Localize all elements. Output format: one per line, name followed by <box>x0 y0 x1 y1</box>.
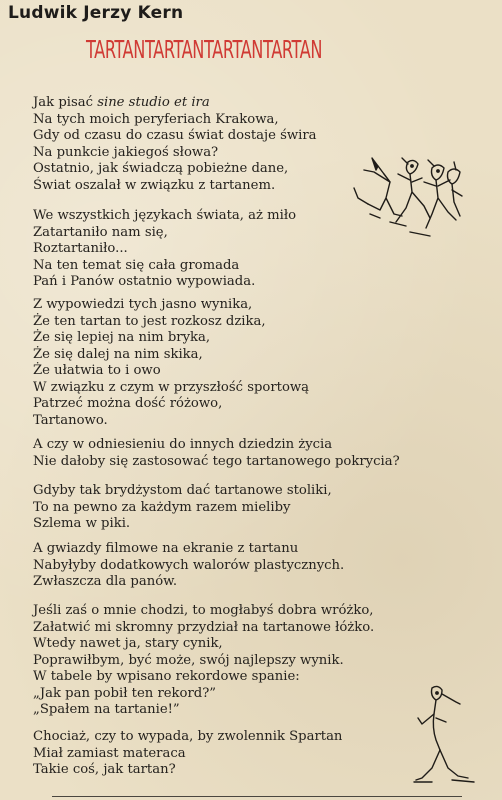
poem-line: Że ten tartan to jest rozkosz dzika, <box>33 313 266 329</box>
poem-line: Zatartaniło nam się, <box>33 224 168 240</box>
poem-line: Roztartaniło... <box>33 241 128 256</box>
sleeping-figure-drawing <box>412 684 480 788</box>
poem-line: Takie coś, jak tartan? <box>33 762 176 777</box>
poem-line: To na pewno za każdym razem mieliby <box>33 499 291 515</box>
poem-line-text: Jak pisać sine studio et ira <box>33 95 210 110</box>
poem-line: Jeśli zaś o mnie chodzi, to mogłabyś dobra wróżko, <box>33 603 374 618</box>
author-name: Ludwik Jerzy Kern <box>8 3 184 23</box>
poem-line: „Jak pan pobił ten rekord?” <box>33 685 217 701</box>
poem-line: „Spałem na tartanie!” <box>33 702 180 717</box>
poem-line: Zwłaszcza dla panów. <box>33 574 178 589</box>
latin-phrase: sine studio et ira <box>97 95 210 110</box>
stanza-1 <box>33 95 317 194</box>
poem-line: W tabele by wpisano rekordowe spanie: <box>33 669 300 684</box>
poem-line: Na tych moich peryferiach Krakowa, <box>33 111 279 127</box>
poem-line: A gwiazdy filmowe na ekranie z tartanu <box>33 541 299 556</box>
poem-line: We wszystkich językach świata, aż miło <box>33 208 297 223</box>
poem-line: Że się lepiej na nim bryka, <box>33 330 211 345</box>
poem-line: Tartanowo. <box>33 412 108 428</box>
poem-line: Miał zamiast materaca <box>33 745 186 761</box>
poem-line: Patrzeć można dość różowo, <box>33 396 223 411</box>
running-figures-drawing <box>350 152 466 242</box>
poem-line <box>33 95 317 112</box>
stanza-4 <box>33 437 400 470</box>
poem-line: Na punkcie jakiegoś słowa? <box>33 144 219 160</box>
poem-line: Chociaż, czy to wypada, by zwolennik Spartan <box>33 729 343 744</box>
stanza-5 <box>33 483 332 533</box>
poem-line: Że się dalej na nim skika, <box>33 346 203 362</box>
poem-line: Z wypowiedzi tych jasno wynika, <box>33 297 253 312</box>
poem-line: Ostatnio, jak świadczą pobieżne dane, <box>33 161 289 176</box>
poem-line: Wtedy nawet ja, stary cynik, <box>33 636 223 651</box>
poem-line: Na ten temat się cała gromada <box>33 257 240 273</box>
stanza-2 <box>33 208 296 291</box>
stanza-3 <box>33 297 309 429</box>
poem-line: Gdy od czasu do czasu świat dostaje świra <box>33 128 317 143</box>
poem-title: TARTANTARTANTARTANTARTAN <box>86 35 323 64</box>
poem-line: W związku z czym w przyszłość sportową <box>33 379 310 395</box>
bottom-rule <box>52 796 462 797</box>
poem-line: Nie dałoby się zastosować tego tartanowego pokrycia? <box>33 453 400 469</box>
poem-line: A czy w odniesieniu do innych dziedzin życia <box>33 437 333 452</box>
stanza-8 <box>33 729 342 779</box>
poem-line: Świat oszalał w związku z tartanem. <box>33 177 276 193</box>
poem-line: Szlema w piki. <box>33 516 131 531</box>
poem-line: Że ułatwia to i owo <box>33 363 161 378</box>
poem-line: Poprawiłbym, być może, swój najlepszy wynik. <box>33 652 344 668</box>
stanza-7 <box>33 603 374 719</box>
poem-line: Gdyby tak brydżystom dać tartanowe stoliki, <box>33 483 332 498</box>
poem-line: Pań i Panów ostatnio wypowiada. <box>33 274 256 289</box>
poem-line: Załatwić mi skromny przydział na tartanowe łóżko. <box>33 619 375 635</box>
stanza-6 <box>33 541 344 591</box>
poem-line: Nabyłyby dodatkowych walorów plastycznych. <box>33 557 345 573</box>
